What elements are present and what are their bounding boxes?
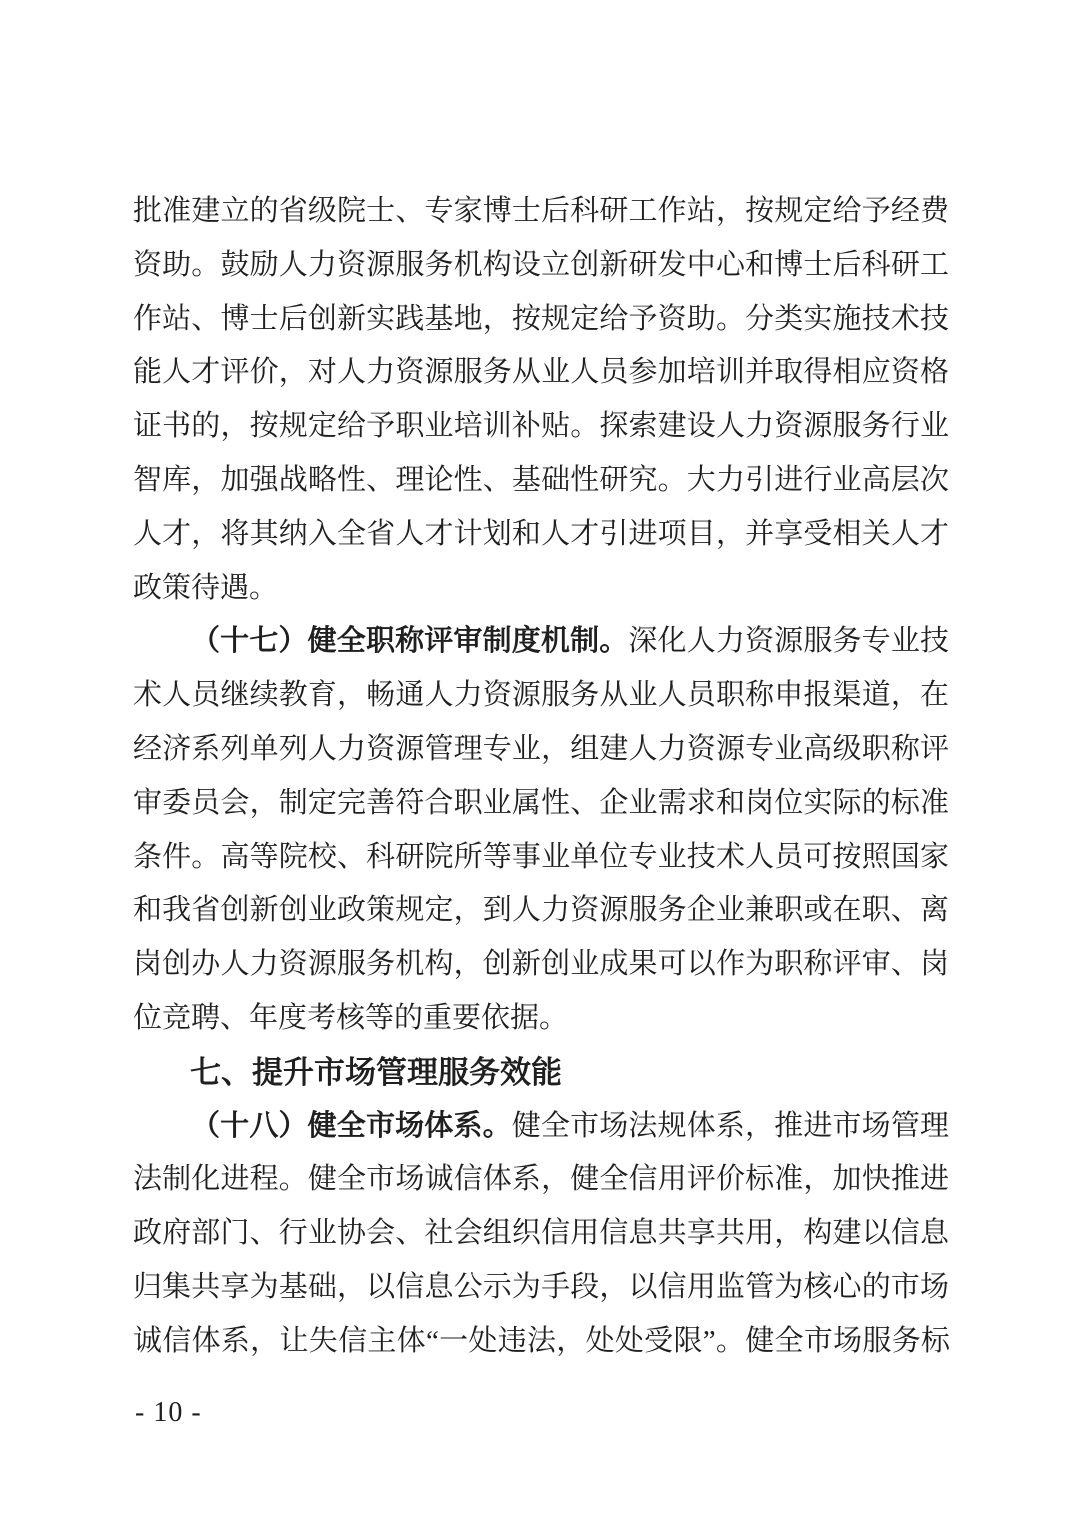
paragraph-text: 深化人力资源服务专业技 [628, 625, 949, 658]
paragraph-text: 健全市场法规体系，推进市场管理 [511, 1109, 949, 1142]
paragraph-lead: （十七）健全职称评审制度机制。 [191, 625, 629, 658]
document-body [133, 185, 949, 1369]
paragraph-lead: （十八）健全市场体系。 [191, 1109, 512, 1142]
text-line: 归集共享为基础，以信息公示为手段，以信用监管为核心的市场 [133, 1270, 949, 1303]
text-line: 经济系列单列人力资源管理专业，组建人力资源专业高级职称评 [133, 732, 949, 765]
text-line: 政府部门、行业协会、社会组织信用信息共享共用，构建以信息 [133, 1217, 949, 1250]
text-line [133, 1100, 949, 1154]
text-line: 和我省创新创业政策规定，到人力资源服务企业兼职或在职、离 [133, 894, 949, 927]
text-line: 位竞聘、年度考核等的重要依据。 [133, 1001, 569, 1034]
text-line: 术人员继续教育，畅通人力资源服务从业人员职称申报渠道，在 [133, 679, 949, 712]
page-number: - 10 - [135, 1397, 202, 1428]
text-line: 条件。高等院校、科研院所等事业单位专业技术人员可按照国家 [133, 840, 949, 873]
text-line [133, 615, 949, 669]
text-line: 岗创办人力资源服务机构，创新创业成果可以作为职称评审、岗 [133, 948, 949, 981]
text-line: 政策待遇。 [133, 571, 279, 604]
text-line: 法制化进程。健全市场诚信体系，健全信用评价标准，加快推进 [133, 1163, 949, 1196]
text-line: 批准建立的省级院士、专家博士后科研工作站，按规定给予经费 [133, 195, 949, 227]
text-line: 人才，将其纳入全省人才计划和人才引进项目，并享受相关人才 [133, 517, 949, 550]
section-heading: 七、提升市场管理服务效能 [190, 1054, 562, 1090]
text-line: 能人才评价，对人力资源服务从业人员参加培训并取得相应资格 [133, 356, 949, 389]
text-line: 智库，加强战略性、理论性、基础性研究。大力引进行业高层次 [133, 463, 949, 496]
text-line: 诚信体系，让失信主体“一处违法，处处受限”。健全市场服务标 [133, 1324, 949, 1357]
text-line: 资助。鼓励人力资源服务机构设立创新研发中心和博士后科研工 [133, 248, 949, 281]
text-line: 证书的，按规定给予职业培训补贴。探索建设人力资源服务行业 [133, 410, 949, 443]
text-line: 作站、博士后创新实践基地，按规定给予资助。分类实施技术技 [133, 302, 949, 335]
text-line: 审委员会，制定完善符合职业属性、企业需求和岗位实际的标准 [133, 786, 949, 819]
